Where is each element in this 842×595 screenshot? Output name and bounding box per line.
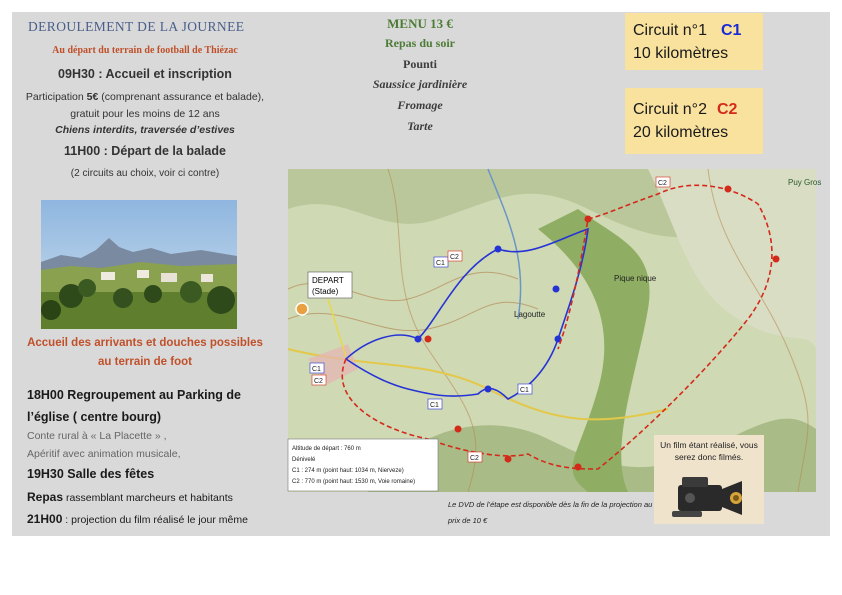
location-line: Au départ du terrain de football de Thiézac bbox=[52, 45, 238, 56]
map-depart-label: DEPART bbox=[312, 276, 344, 285]
map-legend-line: Altitude de départ : 760 m bbox=[292, 446, 361, 452]
map-route-tag: C2 bbox=[658, 180, 667, 187]
video-camera-icon bbox=[672, 467, 748, 521]
menu-item: Fromage bbox=[397, 98, 443, 112]
participation-text bbox=[24, 89, 266, 123]
map-pique-nique: Pique nique bbox=[614, 274, 657, 283]
circuit-distance: 10 kilomètres bbox=[633, 45, 729, 62]
conte-line: Conte rural à « La Placette » , bbox=[27, 430, 167, 442]
map-route-tag: C2 bbox=[450, 254, 459, 261]
repas-bold: Repas bbox=[27, 490, 64, 504]
map-route-tag: C1 bbox=[312, 366, 321, 373]
menu-item: Saussice jardinière bbox=[372, 77, 468, 91]
village-photo bbox=[41, 200, 237, 329]
participation-price: 5€ bbox=[86, 91, 99, 103]
menu-item: Tarte bbox=[407, 119, 433, 133]
film-note-text: Un film étant réalisé, vous serez donc filmés. bbox=[660, 440, 758, 462]
menu-item: Pounti bbox=[402, 57, 437, 71]
map-route-tag: C2 bbox=[314, 378, 323, 385]
repas-line bbox=[27, 490, 233, 504]
depart-time: 11H00 : Départ de la balade bbox=[64, 144, 226, 158]
accueil-time: 09H30 : Accueil et inscription bbox=[58, 67, 232, 81]
map-route-tag: C1 bbox=[520, 387, 529, 394]
participation-rest: (comprenant assurance et balade), gratuit pour les moins de 12 ans bbox=[70, 91, 265, 120]
circuit-2-box bbox=[625, 88, 763, 154]
map-legend-line: Dénivelé bbox=[292, 457, 316, 463]
map-place-lagoutte: Lagoutte bbox=[514, 310, 546, 319]
circuit-label: Circuit n°1 bbox=[633, 22, 707, 39]
menu-title: MENU 13 € bbox=[387, 16, 453, 31]
repas-rest: rassemblant marcheurs et habitants bbox=[63, 492, 233, 504]
map-route-tag: C1 bbox=[436, 260, 445, 267]
circuits-note: (2 circuits au choix, voir ci contre) bbox=[70, 168, 220, 179]
salle-time: 19H30 Salle des fêtes bbox=[27, 467, 155, 481]
arrivants-note: Accueil des arrivants et douches possibles au terrain de foot bbox=[27, 337, 263, 368]
map-stade-label: (Stade) bbox=[312, 287, 339, 296]
dvd-note: Le DVD de l’étape est disponible dès la fin de la projection au prix de 10 € bbox=[448, 500, 653, 525]
circuit-tag: C1 bbox=[720, 22, 742, 39]
map-legend-line: C1 : 274 m (point haut: 1034 m, Nierveze) bbox=[292, 468, 404, 474]
film-notice bbox=[654, 435, 764, 524]
circuit-tag: C2 bbox=[716, 101, 738, 118]
menu-subtitle: Repas du soir bbox=[384, 36, 455, 50]
circuit-label: Circuit n°2 bbox=[633, 101, 707, 118]
page-title: DEROULEMENT DE LA JOURNEE bbox=[28, 19, 245, 34]
aperitif-line: Apéritif avec animation musicale, bbox=[27, 448, 181, 460]
map-route-tag: C2 bbox=[470, 455, 479, 462]
map-route-tag: C1 bbox=[430, 402, 439, 409]
projection-bold: 21H00 bbox=[27, 512, 63, 526]
participation-prefix: Participation bbox=[25, 91, 87, 103]
circuit-1-box bbox=[625, 13, 763, 70]
projection-rest: : projection du film réalisé le jour même bbox=[62, 514, 248, 526]
circuit-distance: 20 kilomètres bbox=[633, 124, 729, 141]
dogs-notice: Chiens interdits, traversée d’estives bbox=[55, 124, 235, 136]
projection-line bbox=[27, 512, 248, 526]
map-place-puy-gros: Puy Gros bbox=[788, 178, 822, 187]
regroupement-time: 18H00 Regroupement au Parking de l’église ( centre bourg) bbox=[27, 388, 241, 424]
flyer-panel bbox=[12, 12, 830, 536]
map-legend-line: C2 : 770 m (point haut: 1530 m, Voie romaine) bbox=[292, 479, 416, 485]
